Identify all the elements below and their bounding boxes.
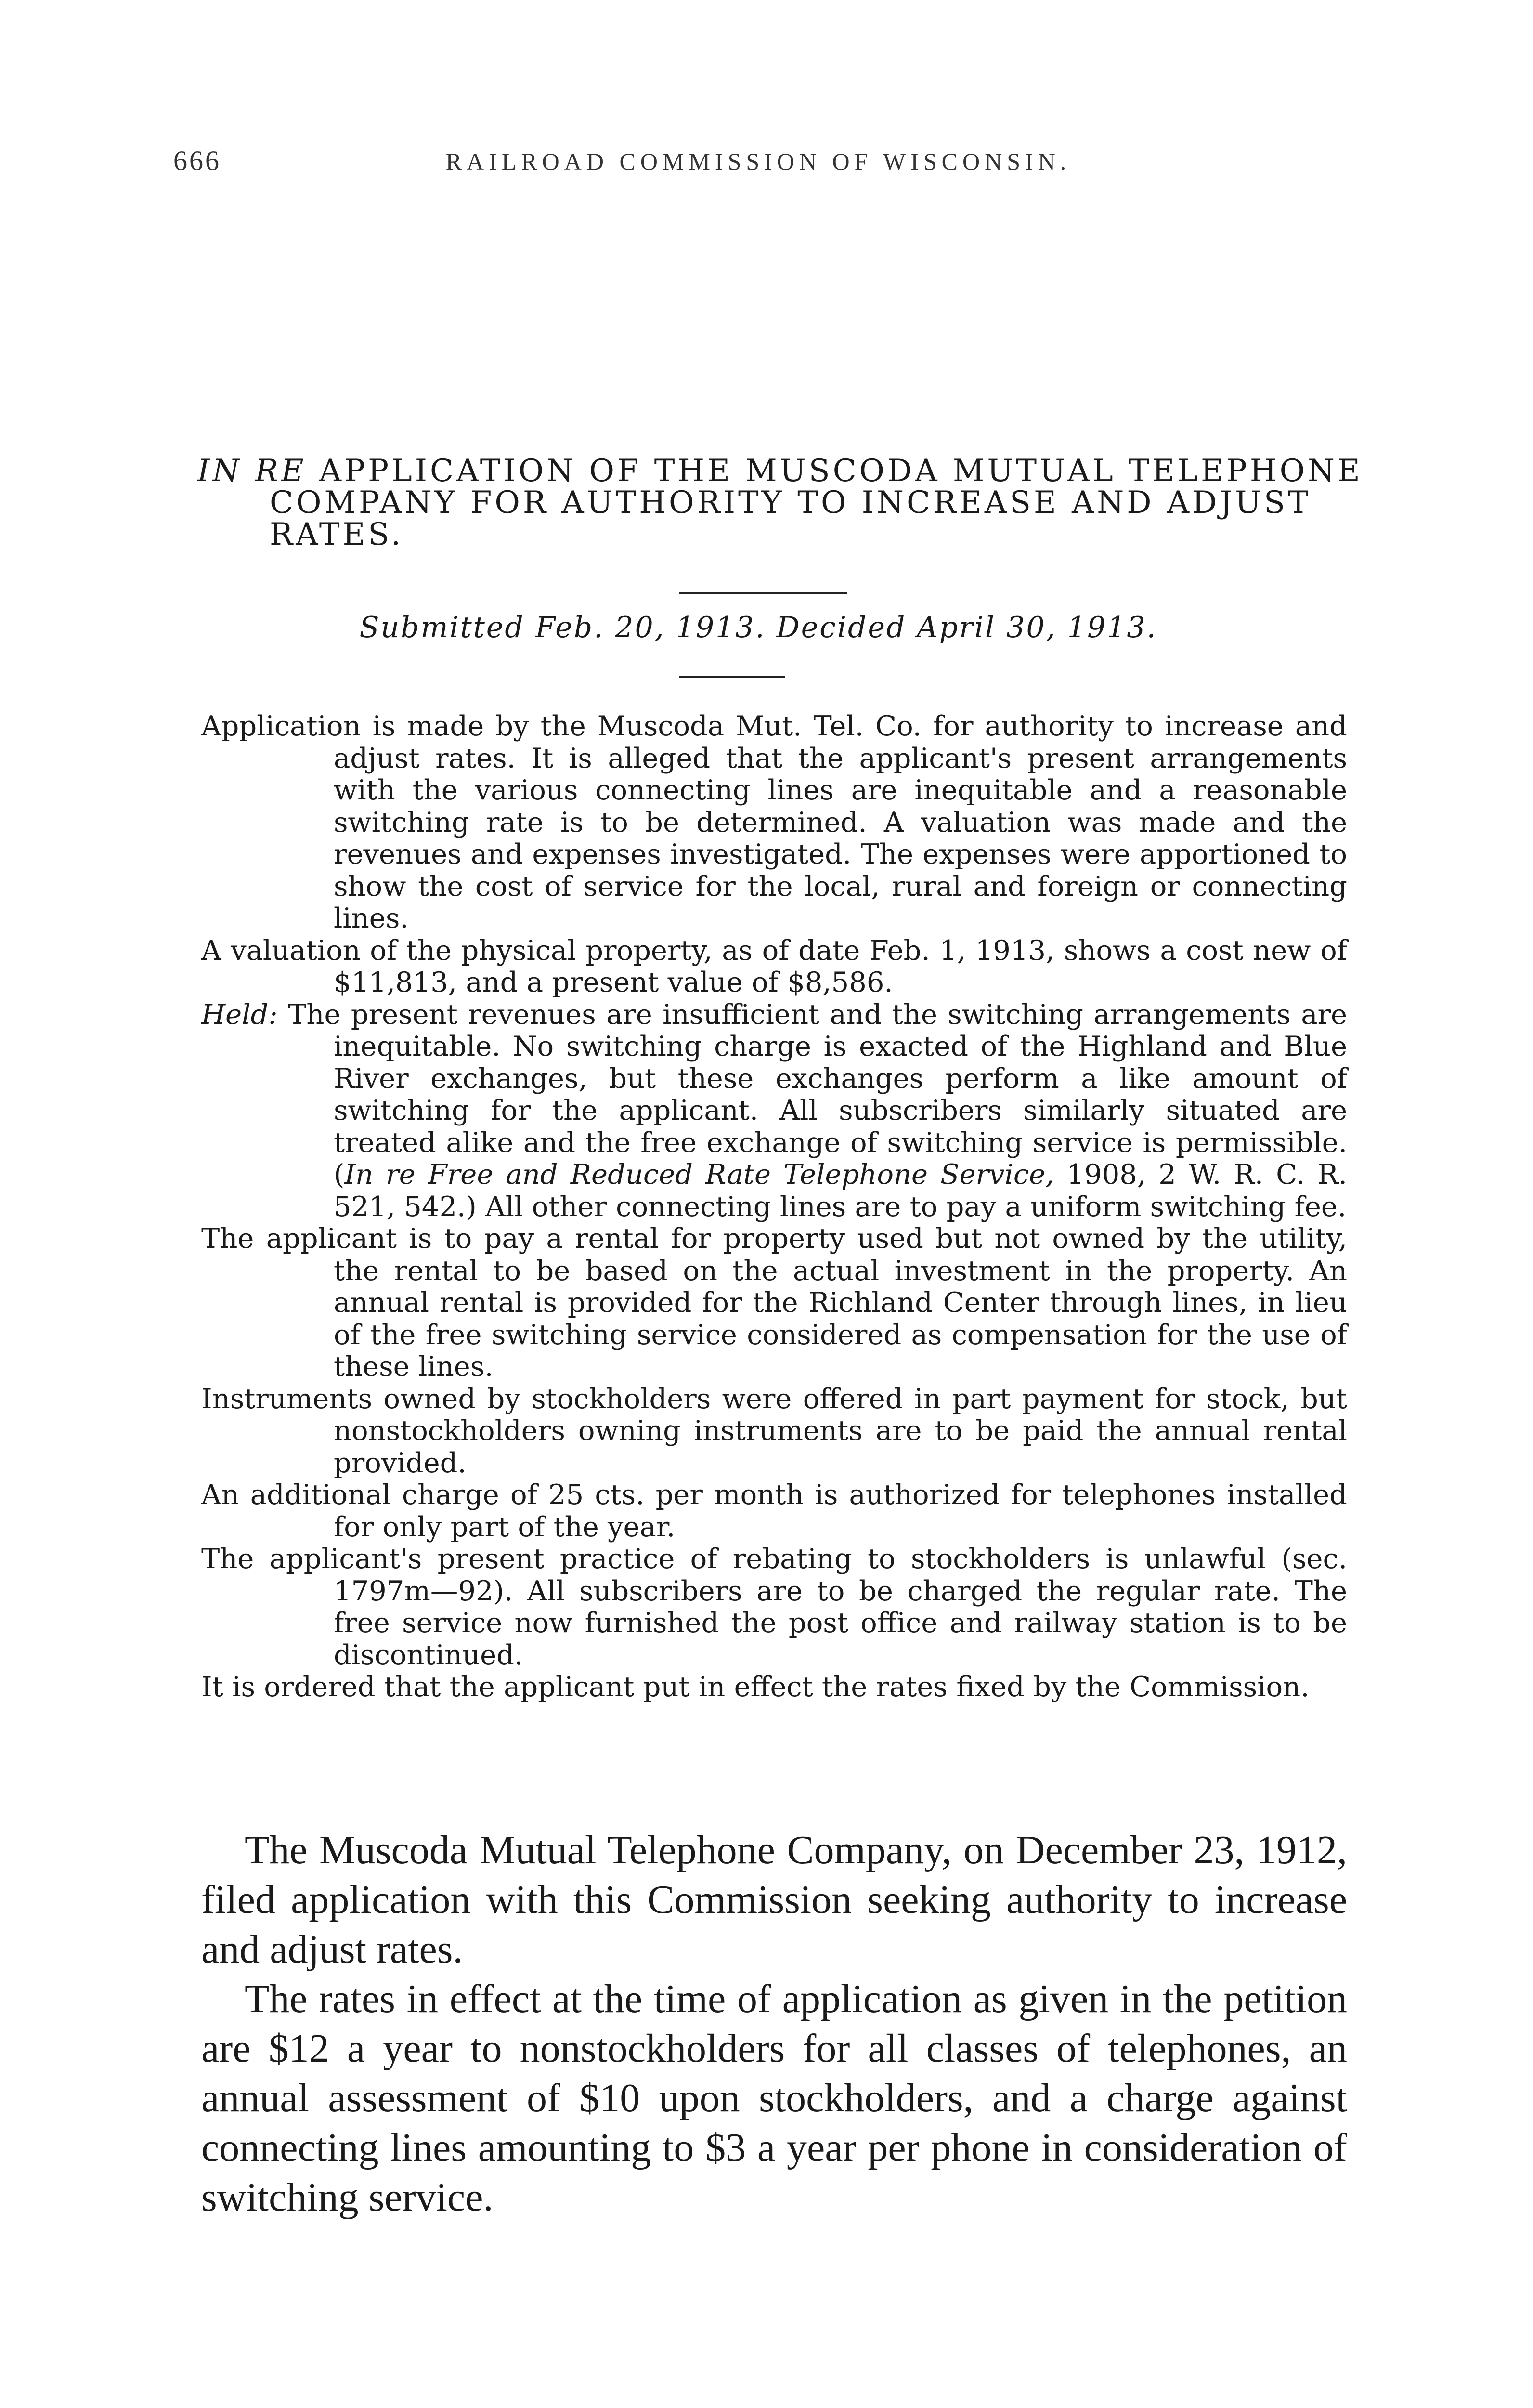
syllabus-paragraph: Application is made by the Muscoda Mut. Tel. Co. for authority to increase and adjust rates. It is alleged that the applicant's present arrangements with the various connecting lines are inequitable and a reasonable switching rate is to be determined. A valuation was made and the revenues and expenses investigated. The expenses were apportioned to show the cost of service for the local, rural and foreign or connecting lines.: [201, 710, 1347, 934]
case-title-text-1: APPLICATION OF THE MUSCODA MUTUAL TELEPHONE: [319, 453, 1363, 489]
opinion-paragraph: The rates in effect at the time of application as given in the petition are $12 a year to nonstockholders for all classes of telephones, an annual assessment of $10 upon stockholders, and a charge against connecting lines amounting to $3 a year per phone in consideration of switching service.: [201, 1976, 1347, 2220]
syllabus-held-paragraph: [201, 999, 1347, 1223]
held-label: Held:: [201, 998, 278, 1031]
divider-rule-bottom: [679, 676, 785, 678]
page-number: 666: [173, 145, 221, 176]
divider-rule-top: [679, 592, 847, 594]
held-text-b: 1908, 2 W. R. C. R. 521, 542.) All other connecting lines are to pay a uniform switching fee.: [334, 1158, 1348, 1223]
opinion-paragraph: The Muscoda Mutual Telephone Company, on December 23, 1912, filed application with this Commission seeking authority to increase and adjust rates.: [201, 1828, 1347, 1972]
case-title-line-2: COMPANY FOR AUTHORITY TO INCREASE AND ADJUST: [270, 485, 1312, 521]
syllabus-paragraph: The applicant is to pay a rental for property used but not owned by the utility, the rental to be based on the actual investment in the property. An annual rental is provided for the Richland Center through lines, in lieu of the free switching service considered as compensation for the use of these lines.: [201, 1222, 1347, 1383]
case-title-line-3: RATES.: [270, 517, 404, 552]
syllabus: [201, 710, 1347, 1703]
syllabus-paragraph: It is ordered that the applicant put in effect the rates fixed by the Commission.: [201, 1671, 1310, 1703]
submission-dates: Submitted Feb. 20, 1913. Decided April 30, 1913.: [359, 611, 1157, 644]
case-citation: In re Free and Reduced Rate Telephone Service,: [344, 1158, 1054, 1191]
held-text-a: The present revenues are insufficient and the switching arrangements are inequitable. No switching charge is exacted of the Highland and Blue River exchanges, but these exchanges perform a like amount of switching for the applicant. All subscribers similarly situated are treated alike and the free exchange of switching service is permissible. (: [288, 998, 1347, 1191]
case-title-line-1: [197, 453, 1363, 489]
running-head: [173, 144, 1343, 183]
syllabus-paragraph: The applicant's present practice of rebating to stockholders is unlawful (sec. 1797m—92). All subscribers are to be charged the regular rate. The free service now furnished the post office and railway station is to be discontinued.: [201, 1543, 1347, 1671]
syllabus-paragraph: An additional charge of 25 cts. per month is authorized for telephones installed for only part of the year.: [201, 1479, 1347, 1543]
syllabus-paragraph: Instruments owned by stockholders were offered in part payment for stock, but nonstockholders owning instruments are to be paid the annual rental provided.: [201, 1382, 1347, 1479]
syllabus-paragraph: A valuation of the physical property, as of date Feb. 1, 1913, shows a cost new of $11,813, and a present value of $8,586.: [201, 934, 1347, 998]
running-title: RAILROAD COMMISSION OF WISCONSIN.: [445, 148, 1071, 175]
case-title-lead: IN RE: [197, 453, 307, 489]
opinion-body: [201, 1825, 1347, 2222]
case-title: [197, 453, 1363, 552]
